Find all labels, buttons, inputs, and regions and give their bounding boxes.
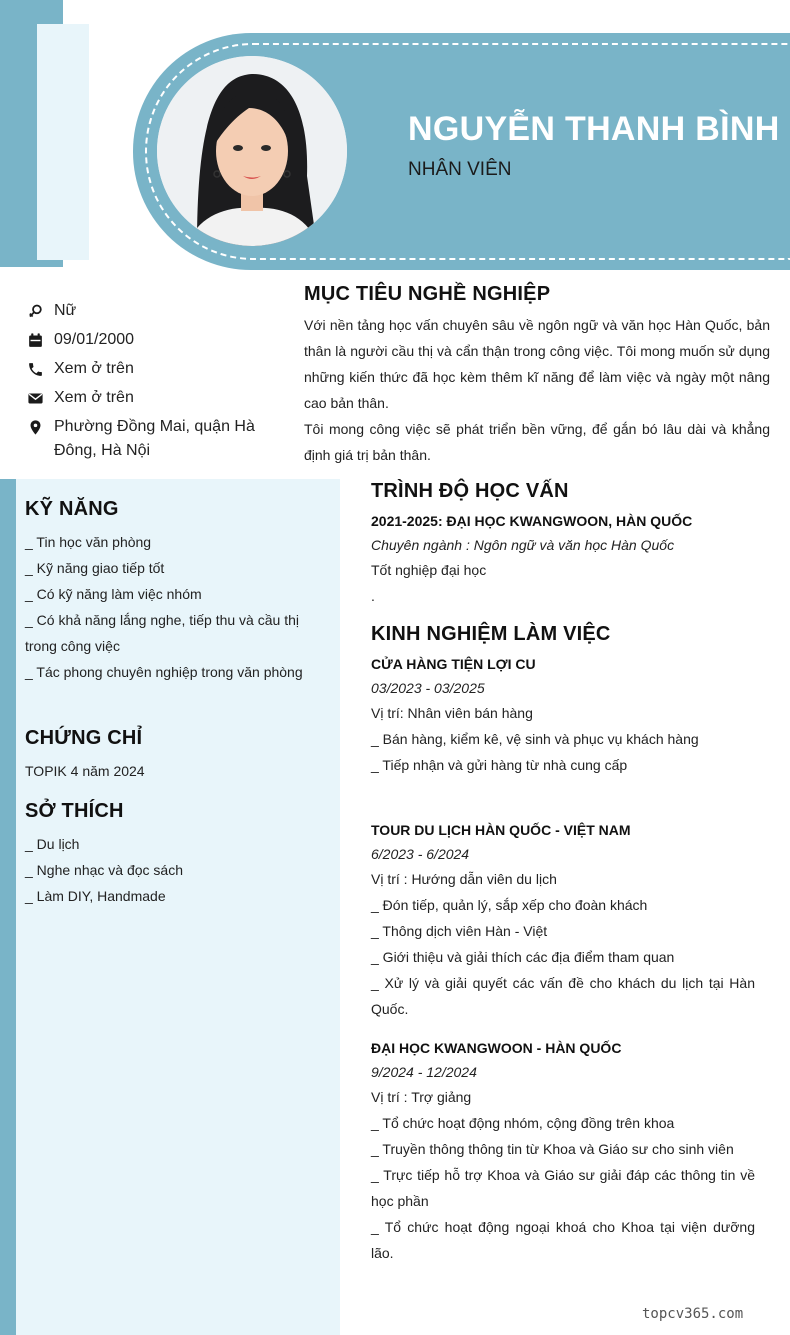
contact-address: Phường Đồng Mai, quận Hà Đông, Hà Nội (54, 418, 255, 459)
job-position: Vị trí: Nhân viên bán hàng (371, 705, 533, 721)
skill-item: _ Kỹ năng giao tiếp tốt (25, 560, 165, 576)
gender-icon (27, 299, 54, 320)
education-school: 2021-2025: ĐẠI HỌC KWANGWOON, HÀN QUỐC (371, 513, 693, 529)
job-period: 9/2024 - 12/2024 (371, 1064, 477, 1080)
hobby-item: _ Nghe nhạc và đọc sách (25, 862, 183, 878)
job-company: TOUR DU LỊCH HÀN QUỐC - VIỆT NAM (371, 822, 631, 838)
job-entry (371, 1036, 755, 1266)
left-accent-band (0, 479, 16, 1335)
objective-title: MỤC TIÊU NGHỀ NGHIỆP (304, 283, 551, 305)
career-objective-section (304, 283, 770, 468)
skill-item: _ Tác phong chuyên nghiệp trong văn phòng (25, 664, 303, 680)
job-period: 03/2023 - 03/2025 (371, 680, 485, 696)
experience-title: KINH NGHIỆM LÀM VIỆC (371, 623, 611, 645)
job-duty: _ Truyền thông thông tin từ Khoa và Giáo sư cho sinh viên (371, 1141, 734, 1157)
objective-paragraph-1: Với nền tảng học vấn chuyên sâu về ngôn ngữ và văn học Hàn Quốc, bản thân là người cầu thị và cẩn thận trong công việc. Tôi mong muốn sử dụng những kiến thức đã học kèm thêm kĩ năng để làm việc và ngày một nâng cao bản thân. (304, 317, 770, 411)
skill-item: _ Có khả năng lắng nghe, tiếp thu và cầu thị trong công việc (25, 612, 299, 654)
contact-email: Xem ở trên (54, 389, 134, 406)
job-company: CỬA HÀNG TIỆN LỢI CU (371, 656, 536, 672)
job-company: ĐẠI HỌC KWANGWOON - HÀN QUỐC (371, 1040, 622, 1056)
avatar (157, 56, 347, 246)
job-duty: _ Trực tiếp hỗ trợ Khoa và Giáo sư giải đáp các thông tin về học phần (371, 1167, 755, 1209)
contact-phone: Xem ở trên (54, 360, 134, 377)
contact-row-phone (27, 357, 277, 381)
skills-title: KỸ NĂNG (25, 498, 119, 520)
hobbies-title: SỞ THÍCH (25, 800, 124, 822)
right-column (371, 480, 755, 1266)
education-result: Tốt nghiệp đại học (371, 562, 487, 578)
contact-row-email (27, 386, 277, 410)
location-icon (27, 415, 54, 436)
hobby-item: _ Làm DIY, Handmade (25, 888, 166, 904)
job-position: Vị trí : Hướng dẫn viên du lịch (371, 871, 557, 887)
job-position: Vị trí : Trợ giảng (371, 1089, 472, 1105)
phone-icon (27, 357, 54, 378)
skill-item: _ Tin học văn phòng (25, 534, 152, 550)
skills-section (25, 498, 305, 685)
job-period: 6/2023 - 6/2024 (371, 846, 470, 862)
header-light-block (37, 24, 89, 260)
certificates-title: CHỨNG CHỈ (25, 727, 143, 749)
contact-gender: Nữ (54, 302, 77, 319)
candidate-job-title: NHÂN VIÊN (408, 159, 512, 180)
job-entry (371, 818, 755, 1022)
job-duty: _ Tiếp nhận và gửi hàng từ nhà cung cấp (371, 757, 628, 773)
skill-item: _ Có kỹ năng làm việc nhóm (25, 586, 202, 602)
hobby-item: _ Du lịch (25, 836, 80, 852)
candidate-name: NGUYỄN THANH BÌNH (408, 110, 780, 148)
job-duty: _ Giới thiệu và giải thích các địa điểm tham quan (371, 949, 675, 965)
job-duty: _ Tổ chức hoạt động nhóm, cộng đồng trên khoa (371, 1115, 675, 1131)
left-column (25, 498, 305, 909)
objective-paragraph-2: Tôi mong công việc sẽ phát triển bền vững, để gắn bó lâu dài và khẳng định giá trị bản thân. (304, 421, 770, 463)
education-major: Chuyên ngành : Ngôn ngữ và văn học Hàn Quốc (371, 537, 675, 553)
job-duty: _ Xử lý và giải quyết các vấn đề cho khách du lịch tại Hàn Quốc. (371, 975, 755, 1017)
contact-row-birthday (27, 328, 277, 352)
education-extra: . (371, 588, 375, 604)
job-entry (371, 652, 755, 778)
certificate-item: TOPIK 4 năm 2024 (25, 763, 145, 779)
hobbies-section (25, 800, 305, 909)
job-duty: _ Tổ chức hoạt động ngoại khoá cho Khoa tại viện dưỡng lão. (371, 1219, 755, 1261)
experience-section (371, 623, 755, 1266)
education-section (371, 480, 755, 609)
contact-birthday: 09/01/2000 (54, 331, 135, 348)
job-duty: _ Thông dịch viên Hàn - Việt (371, 923, 548, 939)
job-duty: _ Bán hàng, kiểm kê, vệ sinh và phục vụ khách hàng (371, 731, 699, 747)
email-icon (27, 386, 54, 407)
contact-info (27, 299, 277, 468)
calendar-icon (27, 328, 54, 349)
job-duty: _ Đón tiếp, quản lý, sắp xếp cho đoàn khách (371, 897, 648, 913)
profile-photo (157, 56, 347, 246)
education-title: TRÌNH ĐỘ HỌC VẤN (371, 480, 569, 502)
watermark: topcv365.com (642, 1306, 744, 1322)
contact-row-address (27, 415, 277, 463)
certificates-section (25, 727, 305, 784)
contact-row-gender (27, 299, 277, 323)
